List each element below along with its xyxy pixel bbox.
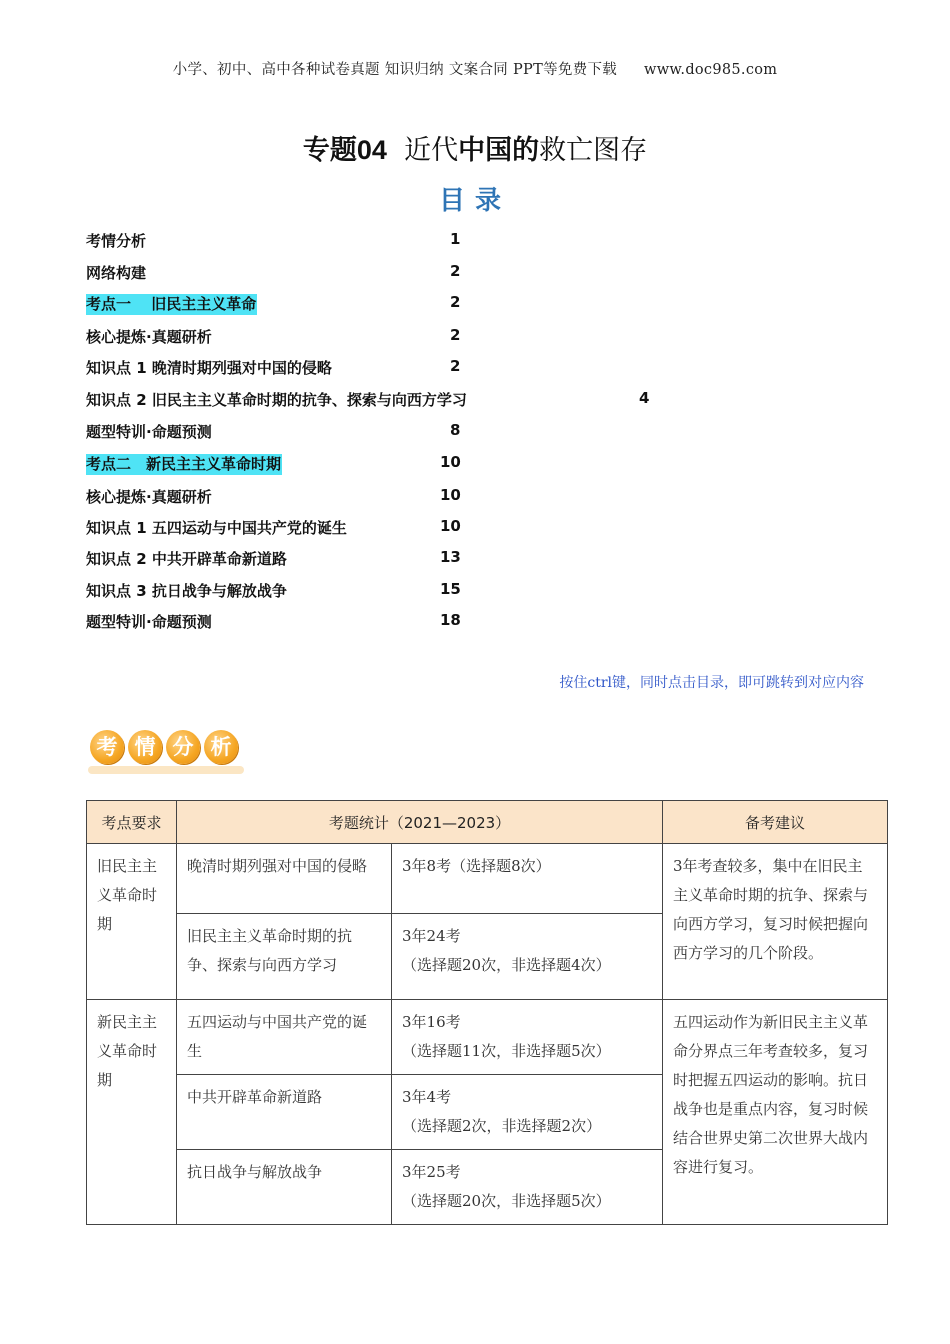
- toc-item[interactable]: 知识点 1 五四运动与中国共产党的诞生 10: [86, 517, 461, 537]
- stat-cell: 3年25考 （选择题20次，非选择题5次）: [392, 1150, 663, 1225]
- badge-char: 析: [204, 730, 238, 764]
- advice-cell: 3年考查较多，集中在旧民主主义革命时期的抗争、探索与向西方学习，复习时候把握向西方学习的几个阶段。: [663, 844, 888, 1000]
- topic-cell: 抗日战争与解放战争: [177, 1150, 392, 1225]
- badge-underline: [88, 766, 244, 774]
- toc-item[interactable]: 考情分析 1: [86, 230, 461, 250]
- toc-item[interactable]: 考点二 新民主主义革命时期 10: [86, 453, 461, 473]
- exam-analysis-table: [86, 800, 888, 1225]
- title-part1: 近代: [404, 135, 459, 166]
- toc-item[interactable]: 题型特训·命题预测 18: [86, 611, 461, 631]
- badge-char: 考: [90, 730, 124, 764]
- header-advice: 备考建议: [663, 801, 888, 844]
- advice-cell: 五四运动作为新旧民主主义革命分界点三年考查较多，复习时把握五四运动的影响。抗日战争也是重点内容，复习时候结合世界史第二次世界大战内容进行复习。: [663, 1000, 888, 1225]
- topic-cell: 晚清时期列强对中国的侵略: [177, 844, 392, 914]
- table-row: [87, 1000, 888, 1075]
- toc-item[interactable]: 网络构建 2: [86, 262, 461, 282]
- table-row: [87, 844, 888, 914]
- toc-item[interactable]: 知识点 2 中共开辟革命新道路 13: [86, 548, 461, 568]
- badge-char: 分: [166, 730, 200, 764]
- toc-item[interactable]: 考点一 旧民主主义革命 2: [86, 293, 461, 313]
- toc-item[interactable]: 核心提炼·真题研析 10: [86, 486, 461, 506]
- toc-item[interactable]: 知识点 3 抗日战争与解放战争 15: [86, 580, 461, 600]
- requirement-cell: 旧民主主义革命时期: [87, 844, 177, 1000]
- header-url[interactable]: www.doc985.com: [644, 62, 778, 78]
- stat-cell: 3年4考 （选择题2次，非选择题2次）: [392, 1075, 663, 1150]
- badge-char: 情: [128, 730, 162, 764]
- stat-cell: 3年24考 （选择题20次，非选择题4次）: [392, 914, 663, 1000]
- toc-heading: 目录: [438, 186, 511, 216]
- toc-item[interactable]: 题型特训·命题预测 8: [86, 421, 461, 441]
- header-statistics: 考题统计（2021—2023）: [177, 801, 663, 844]
- title-prefix: 专题: [302, 135, 357, 166]
- stat-cell: 3年16考 （选择题11次，非选择题5次）: [392, 1000, 663, 1075]
- topic-cell: 旧民主主义革命时期的抗争、探索与向西方学习: [177, 914, 392, 1000]
- requirement-cell: 新民主主义革命时期: [87, 1000, 177, 1225]
- title-part3: 救亡图存: [539, 135, 648, 166]
- topic-cell: 五四运动与中国共产党的诞生: [177, 1000, 392, 1075]
- toc-item[interactable]: 知识点 2 旧民主主义革命时期的抗争、探索与向西方学习 4: [86, 389, 650, 409]
- document-title: [0, 128, 950, 167]
- topic-cell: 中共开辟革命新道路: [177, 1075, 392, 1150]
- table-header-row: [87, 801, 888, 844]
- page-header: [0, 58, 950, 79]
- title-number: 04: [356, 135, 387, 165]
- toc-item[interactable]: 知识点 1 晚清时期列强对中国的侵略 2: [86, 357, 461, 377]
- title-part2: 中国的: [458, 135, 540, 166]
- header-text: 小学、初中、高中各种试卷真题 知识归纳 文案合同 PPT等免费下载: [172, 62, 618, 78]
- header-requirement: 考点要求: [87, 801, 177, 844]
- toc-item[interactable]: 核心提炼·真题研析 2: [86, 326, 461, 346]
- stat-cell: 3年8考（选择题8次）: [392, 844, 663, 914]
- ctrl-click-hint: 按住ctrl键，同时点击目录，即可跳转到对应内容: [559, 675, 864, 691]
